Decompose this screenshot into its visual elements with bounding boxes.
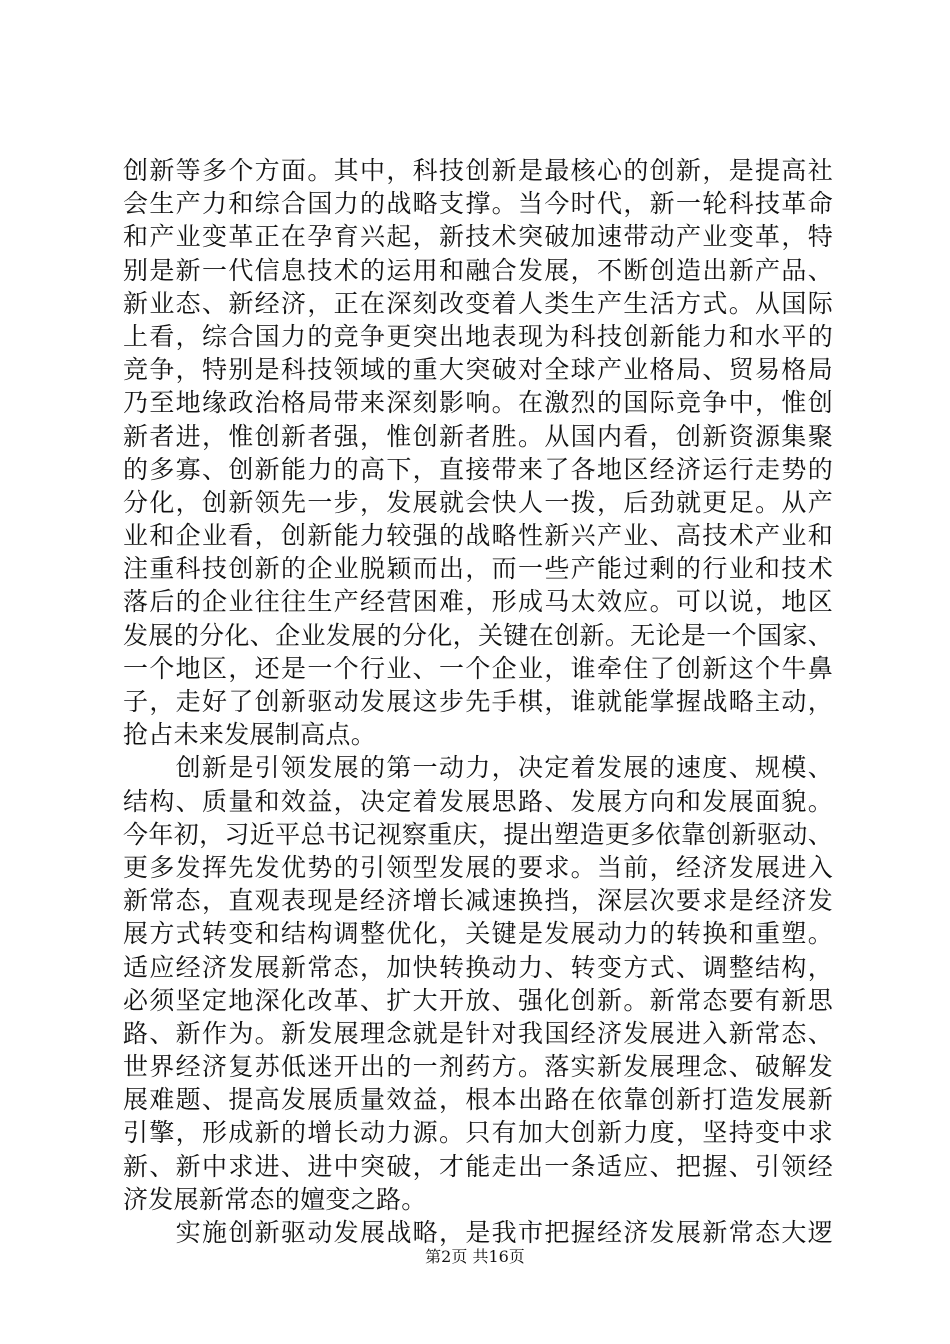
text-line: 注重科技创新的企业脱颖而出，而一些产能过剩的行业和技术 — [123, 554, 833, 584]
page-footer: 第2页 共16页 — [425, 1247, 525, 1266]
text-line: 创新等多个方面。其中，科技创新是最核心的创新，是提高社 — [123, 156, 833, 185]
text-line: 必须坚定地深化改革、扩大开放、强化创新。新常态要有新思 — [123, 985, 833, 1015]
text-line: 实施创新驱动发展战略，是我市把握经济发展新常态大逻 — [123, 1218, 833, 1247]
text-line: 世界经济复苏低迷开出的一剂药方。落实新发展理念、破解发 — [123, 1052, 833, 1082]
text-line: 适应经济发展新常态，加快转换动力、转变方式、调整结构， — [123, 952, 833, 982]
text-line: 和产业变革正在孕育兴起，新技术突破加速带动产业变革，特 — [123, 222, 833, 252]
text-line: 落后的企业往往生产经营困难，形成马太效应。可以说，地区 — [123, 587, 833, 617]
text-line: 今年初，习近平总书记视察重庆，提出塑造更多依靠创新驱动、 — [123, 819, 833, 849]
text-line: 结构、质量和效益，决定着发展思路、发展方向和发展面貌。 — [123, 786, 833, 816]
text-line: 新者进，惟创新者强，惟创新者胜。从国内看，创新资源集聚 — [123, 421, 833, 451]
text-line: 展方式转变和结构调整优化，关键是发展动力的转换和重塑。 — [123, 919, 833, 949]
text-line: 竞争，特别是科技领域的重大突破对全球产业格局、贸易格局 — [123, 355, 833, 385]
text-line: 子，走好了创新驱动发展这步先手棋，谁就能掌握战略主动， — [123, 687, 833, 716]
text-line: 一个地区，还是一个行业、一个企业，谁牵住了创新这个牛鼻 — [123, 653, 833, 683]
text-line: 更多发挥先发优势的引领型发展的要求。当前，经济发展进入 — [123, 852, 833, 882]
text-line: 的多寡、创新能力的高下，直接带来了各地区经济运行走势的 — [123, 454, 833, 484]
text-line: 分化，创新领先一步，发展就会快人一拨，后劲就更足。从产 — [123, 487, 833, 517]
text-line: 济发展新常态的嬗变之路。 — [123, 1184, 427, 1214]
text-line: 创新是引领发展的第一动力，决定着发展的速度、规模、 — [123, 753, 833, 783]
text-line: 上看，综合国力的竞争更突出地表现为科技创新能力和水平的 — [123, 321, 833, 351]
text-line: 会生产力和综合国力的战略支撑。当今时代，新一轮科技革命 — [123, 189, 833, 219]
text-line: 新、新中求进、进中突破，才能走出一条适应、把握、引领经 — [123, 1151, 833, 1181]
text-line: 抢占未来发展制高点。 — [123, 720, 377, 750]
text-line: 业和企业看，创新能力较强的战略性新兴产业、高技术产业和 — [123, 521, 833, 551]
text-line: 展难题、提高发展质量效益，根本出路在依靠创新打造发展新 — [123, 1085, 833, 1115]
text-line: 路、新作为。新发展理念就是针对我国经济发展进入新常态、 — [123, 1018, 833, 1048]
text-line: 新常态，直观表现是经济增长减速换挡，深层次要求是经济发 — [123, 886, 833, 916]
text-line: 新业态、新经济，正在深刻改变着人类生产生活方式。从国际 — [123, 288, 833, 318]
text-line: 乃至地缘政治格局带来深刻影响。在激烈的国际竞争中，惟创 — [123, 388, 833, 418]
text-line: 别是新一代信息技术的运用和融合发展，不断创造出新产品、 — [123, 255, 833, 285]
text-line: 引擎，形成新的增长动力源。只有加大创新力度，坚持变中求 — [123, 1118, 833, 1148]
text-line: 发展的分化、企业发展的分化，关键在创新。无论是一个国家、 — [123, 620, 833, 650]
body-text — [123, 154, 833, 1249]
